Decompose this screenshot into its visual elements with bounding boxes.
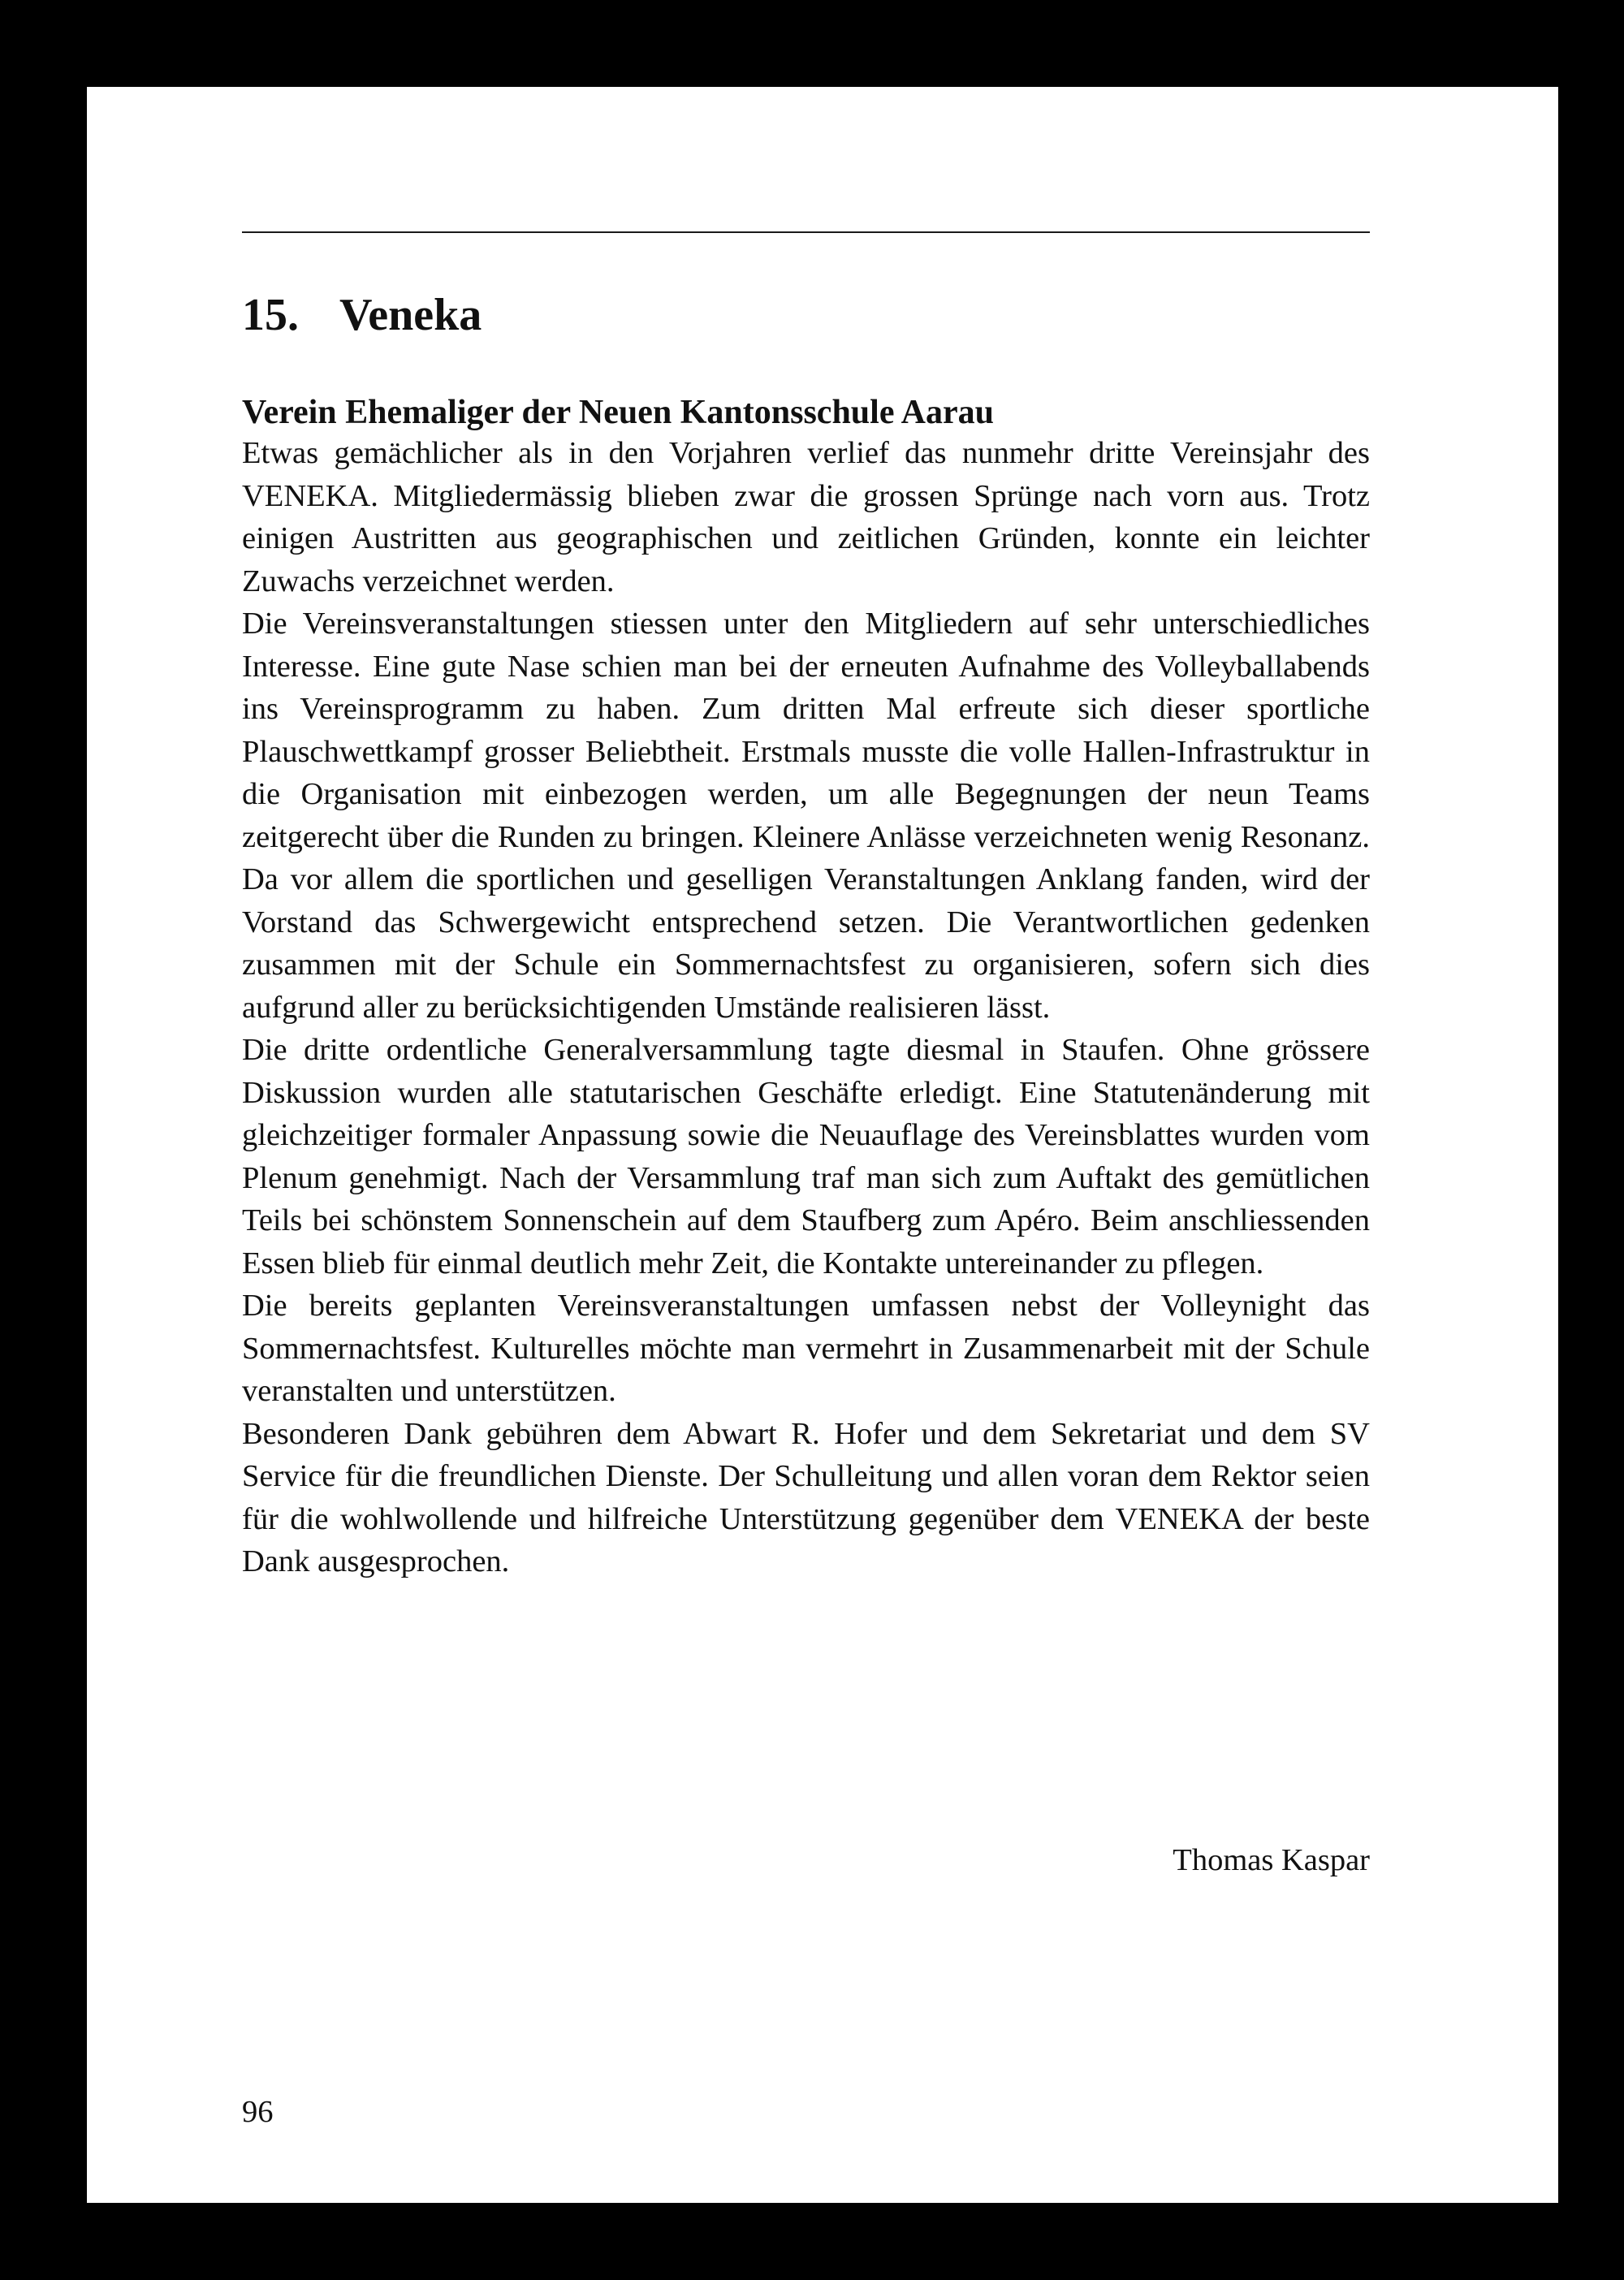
body-text	[242, 432, 1370, 1583]
chapter-title	[242, 292, 482, 338]
paragraph-1: Etwas gemächlicher als in den Vorjahren verlief das nunmehr dritte Vereinsjahr des VENEKA. Mitgliedermässig blieben zwar die grossen Sprünge nach vorn aus. Trotz einigen Austritten aus geographischen und zeitlichen Gründen, konnte ein leichter Zuwachs verzeichnet werden.	[242, 436, 1370, 598]
chapter-name: Veneka	[339, 290, 482, 340]
document-page	[87, 87, 1558, 2203]
paragraph-3: Die dritte ordentliche Generalversammlung tagte diesmal in Staufen. Ohne grössere Diskussion wurden alle statutarischen Geschäfte erledigt. Eine Statutenänderung mit gleichzeitiger formaler Anpassung sowie die Neuauflage des Vereinsblattes wurden vom Plenum genehmigt. Nach der Versammlung traf man sich zum Auftakt des gemütlichen Teils bei schönstem Sonnenschein auf dem Staufberg zum Apéro. Beim anschliessenden Essen blieb für einmal deutlich mehr Zeit, die Kontakte untereinander zu pflegen.	[242, 1033, 1370, 1280]
author-signature: Thomas Kaspar	[1173, 1843, 1370, 1877]
chapter-number: 15.	[242, 290, 299, 340]
page-number: 96	[242, 2095, 274, 2129]
header-rule	[242, 231, 1370, 233]
paragraph-2: Die Vereinsveranstaltungen stiessen unter den Mitgliedern auf sehr unterschiedliches Interesse. Eine gute Nase schien man bei der erneuten Aufnahme des Volleyballabends ins Vereinsprogramm zu haben. Zum dritten Mal erfreute sich dieser sportliche Plauschwettkampf grosser Beliebtheit. Erstmals musste die volle Hallen-Infrastruktur in die Organisation mit einbezogen werden, um alle Begegnungen der neun Teams zeitgerecht über die Runden zu bringen. Kleinere Anlässe verzeichneten wenig Resonanz. Da vor allem die sportlichen und geselligen Veranstaltungen Anklang fanden, wird der Vorstand das Schwergewicht entsprechend setzen. Die Verantwortlichen gedenken zusammen mit der Schule ein Sommernachtsfest zu organisieren, sofern sich dies aufgrund aller zu berücksichtigenden Umstände realisieren lässt.	[242, 607, 1370, 1025]
paragraph-5: Besonderen Dank gebühren dem Abwart R. Hofer und dem Sekretariat und dem SV Service für die freundlichen Dienste. Der Schulleitung und allen voran dem Rektor seien für die wohlwollende und hilfreiche Unterstützung gegenüber dem VENEKA der beste Dank ausgesprochen.	[242, 1416, 1370, 1578]
paragraph-4: Die bereits geplanten Vereinsveranstaltungen umfassen nebst der Volleynight das Sommernachtsfest. Kulturelles möchte man vermehrt in Zusammenarbeit mit der Schule veranstalten und unterstützen.	[242, 1289, 1370, 1408]
section-heading: Verein Ehemaliger der Neuen Kantonsschule Aarau	[242, 394, 994, 431]
